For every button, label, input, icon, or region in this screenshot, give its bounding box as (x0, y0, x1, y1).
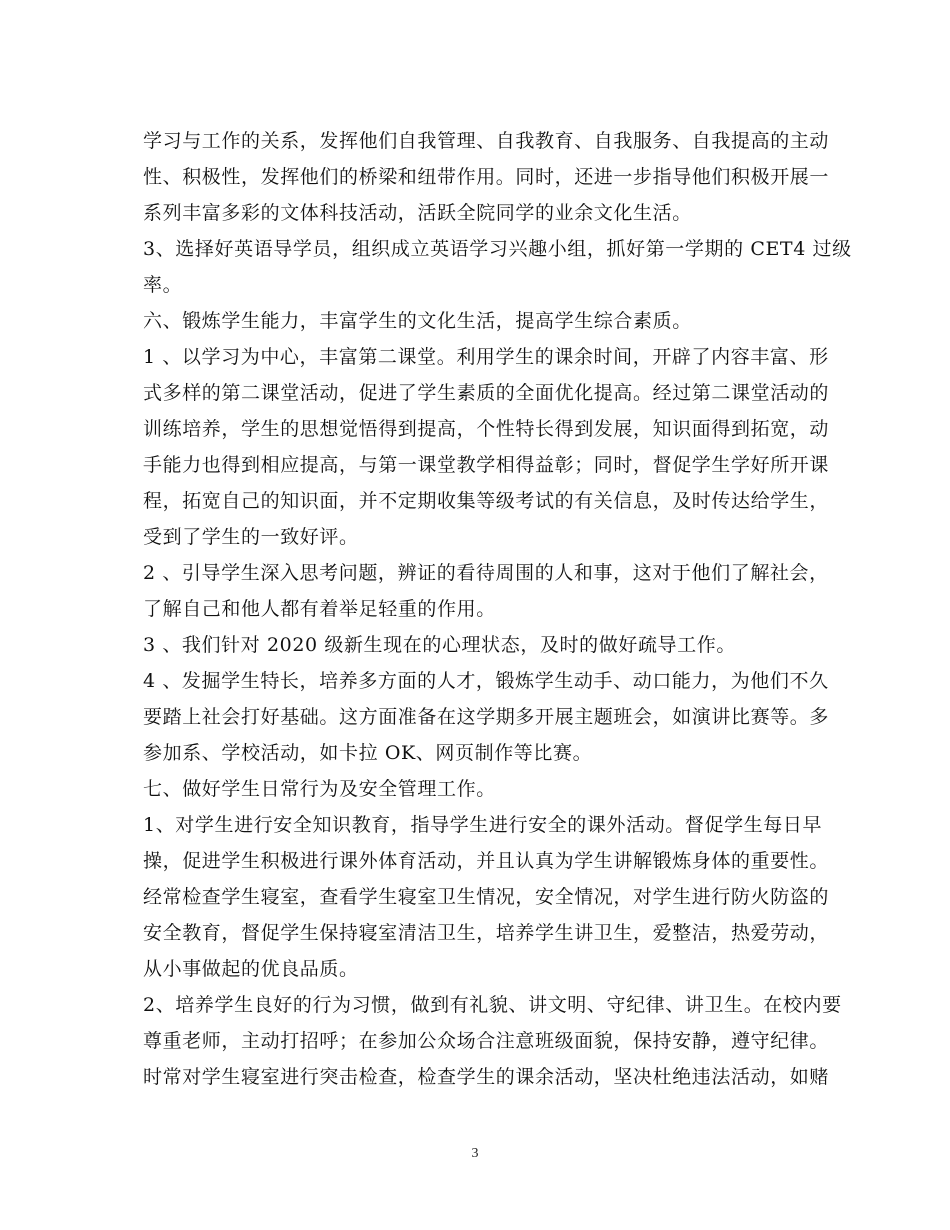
text-line: 1 、以学习为中心，丰富第二课堂。利用学生的课余时间，开辟了内容丰富、形 (143, 346, 829, 368)
text-line: 经常检查学生寝室，查看学生寝室卫生情况，安全情况，对学生进行防火防盗的 (143, 886, 830, 908)
text-line: 参加系、学校活动，如卡拉 OK、网页制作等比赛。 (143, 742, 593, 764)
text-line: 程，拓宽自己的知识面，并不定期收集等级考试的有关信息，及时传达给学生， (143, 490, 830, 512)
text-line: 3、选择好英语导学员，组织成立英语学习兴趣小组，抓好第一学期的 CET4 过级 (143, 238, 852, 260)
text-line: 1、对学生进行安全知识教育，指导学生进行安全的课外活动。督促学生每日早 (143, 814, 823, 836)
text-line: 手能力也得到相应提高，与第一课堂教学相得益彰；同时，督促学生学好所开课 (143, 454, 830, 476)
text-line: 受到了学生的一致好评。 (143, 526, 359, 548)
text-line: 训练培养，学生的思想觉悟得到提高，个性特长得到发展，知识面得到拓宽，动 (143, 418, 830, 440)
text-line: 要踏上社会打好基础。这方面准备在这学期多开展主题班会，如演讲比赛等。多 (143, 706, 830, 728)
text-line: 安全教育，督促学生保持寝室清洁卫生，培养学生讲卫生，爱整洁，热爱劳动， (143, 922, 830, 944)
text-line: 性、积极性，发挥他们的桥梁和纽带作用。同时，还进一步指导他们积极开展一 (143, 166, 830, 188)
page-number: 3 (471, 1146, 479, 1161)
text-line: 2 、引导学生深入思考问题，辨证的看待周围的人和事，这对于他们了解社会， (143, 562, 829, 584)
text-line: 3 、我们针对 2020 级新生现在的心理状态，及时的做好疏导工作。 (143, 634, 736, 656)
text-line: 系列丰富多彩的文体科技活动，活跃全院同学的业余文化生活。 (143, 202, 692, 224)
text-line: 率。 (143, 274, 183, 296)
text-line: 了解自己和他人都有着举足轻重的作用。 (143, 598, 496, 620)
text-line: 学习与工作的关系，发挥他们自我管理、自我教育、自我服务、自我提高的主动 (143, 130, 830, 152)
section-heading: 七、做好学生日常行为及安全管理工作。 (143, 778, 496, 800)
text-line: 2、培养学生良好的行为习惯，做到有礼貌、讲文明、守纪律、讲卫生。在校内要 (143, 994, 842, 1016)
text-line: 式多样的第二课堂活动，促进了学生素质的全面优化提高。经过第二课堂活动的 (143, 382, 830, 404)
text-line: 4 、发掘学生特长，培养多方面的人才，锻炼学生动手、动口能力，为他们不久 (143, 670, 829, 692)
section-heading: 六、锻炼学生能力，丰富学生的文化生活，提高学生综合素质。 (143, 310, 692, 332)
text-line: 操，促进学生积极进行课外体育活动，并且认真为学生讲解锻炼身体的重要性。 (143, 850, 830, 872)
text-line: 从小事做起的优良品质。 (143, 958, 359, 980)
text-line: 尊重老师，主动打招呼；在参加公众场合注意班级面貌，保持安静，遵守纪律。 (143, 1030, 830, 1052)
text-line: 时常对学生寝室进行突击检查，检查学生的课余活动，坚决杜绝违法活动，如赌 (143, 1066, 830, 1088)
